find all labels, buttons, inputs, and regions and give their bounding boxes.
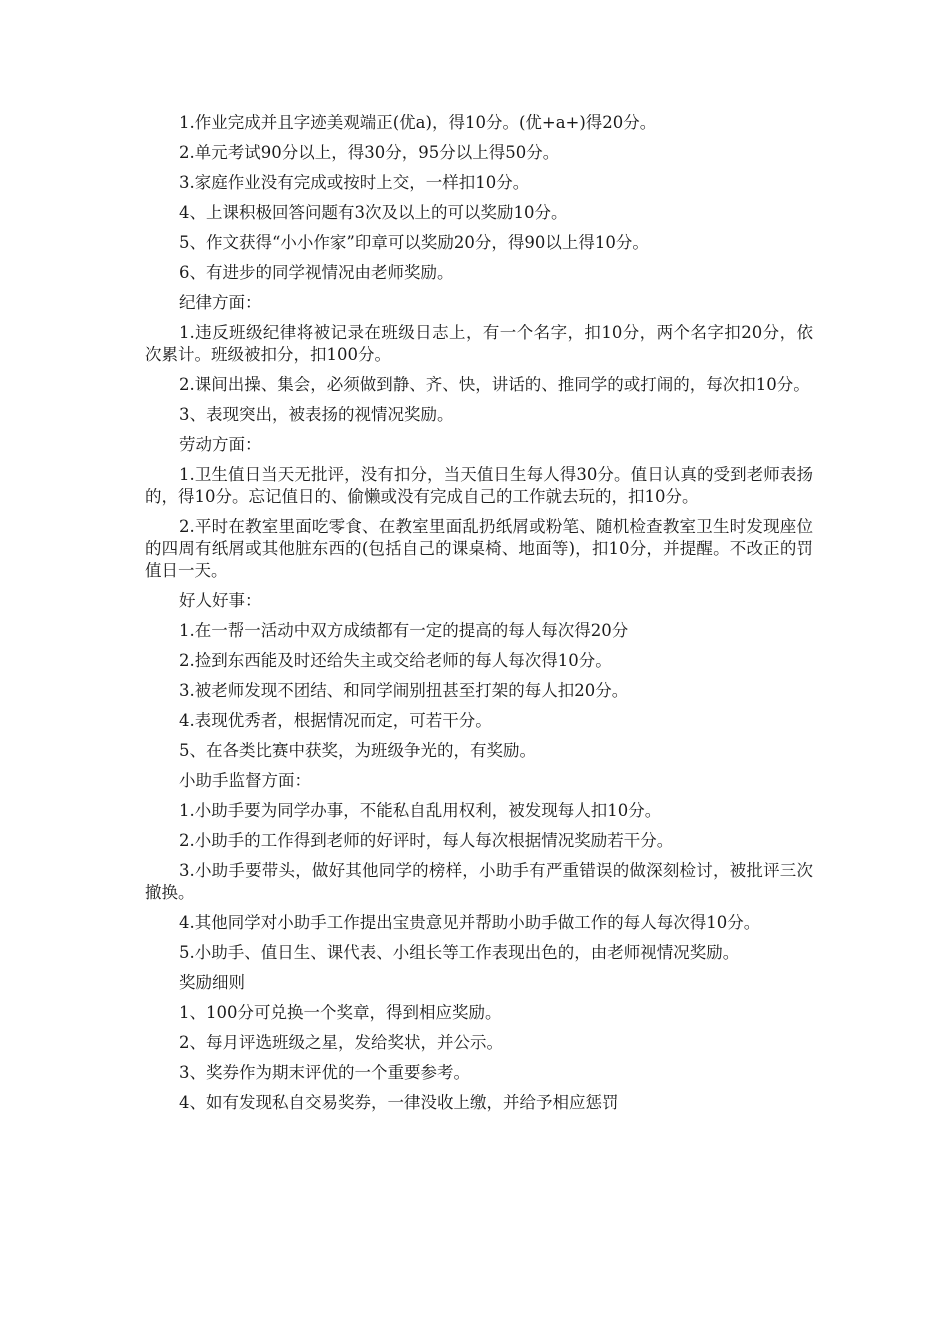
rule-item: 4、上课积极回答问题有3次及以上的可以奖励10分。 (179, 203, 568, 222)
rule-item: 6、有进步的同学视情况由老师奖励。 (179, 263, 454, 282)
rule-item: 2.课间出操、集会，必须做到静、齐、快，讲话的、推同学的或打闹的，每次扣10分。 (179, 375, 810, 394)
rule-item: 3.小助手要带头，做好其他同学的榜样，小助手有严重错误的做深刻检讨，被批评三次撤换。 (145, 861, 813, 902)
section-heading-reward-rules: 奖励细则 (179, 973, 245, 992)
rule-item: 1.小助手要为同学办事，不能私自乱用权利，被发现每人扣10分。 (179, 801, 662, 820)
rule-item: 5.小助手、值日生、课代表、小组长等工作表现出色的，由老师视情况奖励。 (179, 943, 740, 962)
rule-item: 3、奖券作为期末评优的一个重要参考。 (179, 1063, 470, 1082)
rule-item: 1.在一帮一活动中双方成绩都有一定的提高的每人每次得20分 (179, 621, 629, 640)
section-heading-labor: 劳动方面： (179, 435, 262, 454)
section-heading-good-deeds: 好人好事： (179, 591, 262, 610)
rule-item: 1.作业完成并且字迹美观端正(优a)，得10分。(优+a+)得20分。 (179, 113, 657, 132)
rule-item: 5、在各类比赛中获奖，为班级争光的，有奖励。 (179, 741, 536, 760)
rule-item: 2.小助手的工作得到老师的好评时，每人每次根据情况奖励若干分。 (179, 831, 674, 850)
rule-item: 4.表现优秀者，根据情况而定，可若干分。 (179, 711, 492, 730)
rule-item: 4.其他同学对小助手工作提出宝贵意见并帮助小助手做工作的每人每次得10分。 (179, 913, 761, 932)
rule-item: 5、作文获得“小小作家”印章可以奖励20分，得90以上得10分。 (179, 233, 649, 252)
rule-item: 1、100分可兑换一个奖章，得到相应奖励。 (179, 1003, 502, 1022)
rule-item: 2.平时在教室里面吃零食、在教室里面乱扔纸屑或粉笔、随机检查教室卫生时发现座位的四周有纸屑或其他脏东西的(包括自己的课桌椅、地面等)，扣10分，并提醒。不改正的罚值日一天。 (145, 517, 813, 580)
document-body (145, 112, 813, 1122)
rule-item: 2.单元考试90分以上，得30分，95分以上得50分。 (179, 143, 560, 162)
rule-item: 2.捡到东西能及时还给失主或交给老师的每人每次得10分。 (179, 651, 612, 670)
rule-item: 3.家庭作业没有完成或按时上交，一样扣10分。 (179, 173, 530, 192)
rule-item: 1.违反班级纪律将被记录在班级日志上，有一个名字，扣10分，两个名字扣20分，依次累计。班级被扣分，扣100分。 (145, 323, 813, 364)
section-heading-discipline: 纪律方面： (179, 293, 262, 312)
rule-item: 2、每月评选班级之星，发给奖状，并公示。 (179, 1033, 503, 1052)
rule-item: 1.卫生值日当天无批评，没有扣分，当天值日生每人得30分。值日认真的受到老师表扬的，得10分。忘记值日的、偷懒或没有完成自己的工作就去玩的，扣10分。 (145, 465, 813, 506)
rule-item: 3.被老师发现不团结、和同学闹别扭甚至打架的每人扣20分。 (179, 681, 629, 700)
rule-item: 4、如有发现私自交易奖券，一律没收上缴，并给予相应惩罚 (179, 1093, 619, 1112)
section-heading-helper-supervision: 小助手监督方面： (179, 771, 311, 790)
rule-item: 3、表现突出，被表扬的视情况奖励。 (179, 405, 454, 424)
